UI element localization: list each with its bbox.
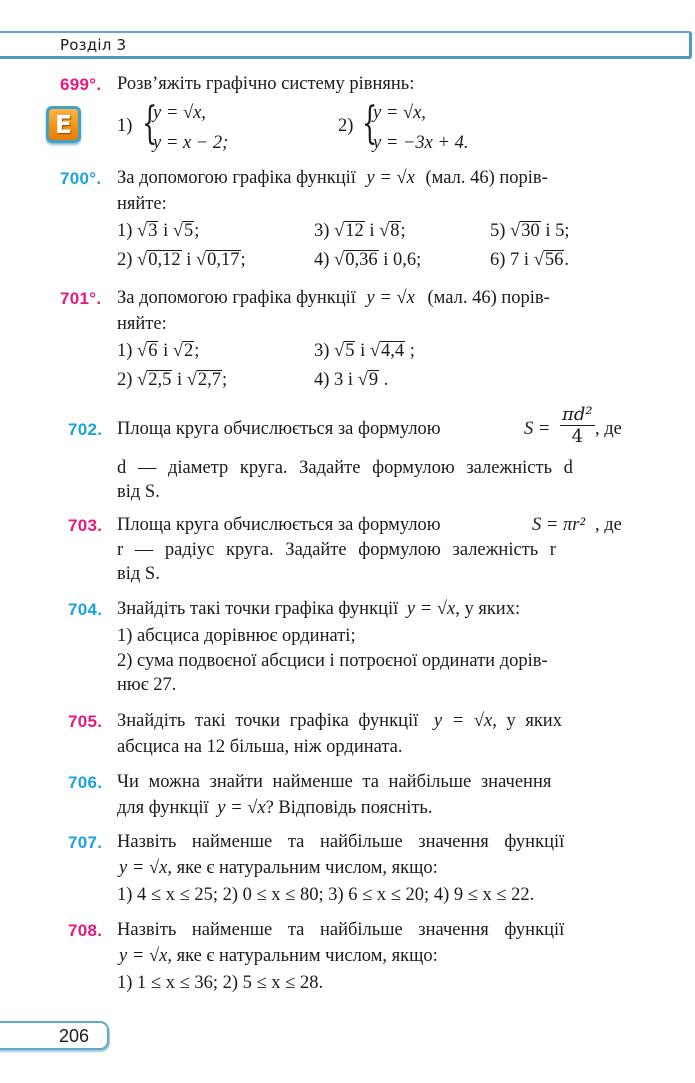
problem-number: 705. xyxy=(68,712,103,731)
formula-lhs: S = xyxy=(524,419,551,439)
condition-1: 1) абсциса дорівнює ординаті; xyxy=(117,626,356,646)
system-2-eq1: y = √x, xyxy=(373,103,426,123)
brace-icon: { xyxy=(362,98,378,149)
system-1-label: 1) xyxy=(117,116,133,136)
problem-text-line2: d — діаметр круга. Задайте формулою залежність d xyxy=(117,458,573,478)
item-6: 6) 7 і √56. xyxy=(490,250,569,270)
page-number-box xyxy=(0,1021,109,1050)
ranges: 1) 4 ≤ x ≤ 25; 2) 0 ≤ x ≤ 80; 3) 6 ≤ x ≤ 20; 4) 9 ≤ x ≤ 22. xyxy=(117,885,535,905)
problem-text: Площа круга обчислюється за формулою xyxy=(117,515,441,535)
problem-text-line2: абсциса на 12 більша, ніж ордината. xyxy=(117,737,403,757)
item-4: 4) √0,36 і 0,6; xyxy=(314,250,422,270)
problem-text-line2: для функції y = √x? Відповідь поясніть. xyxy=(117,798,433,818)
problem-text: Чи можна знайти найменше та найбільше значення xyxy=(117,772,552,792)
system-2-label: 2) xyxy=(338,116,354,136)
problem-number: 699°. xyxy=(60,75,102,94)
problem-number: 708. xyxy=(68,921,103,940)
problem-text: Знайдіть такі точки графіка функції y = √x, у яких: xyxy=(117,599,521,619)
condition-2: 2) сума подвоєної абсциси і потроєної ординати дорів- xyxy=(117,651,548,671)
formula: S = πr² xyxy=(532,515,585,535)
problem-number: 707. xyxy=(68,833,103,852)
item-2: 2) √0,12 і √0,17; xyxy=(117,250,246,270)
problem-text-cont: няйте: xyxy=(117,314,167,334)
formula-fraction: $\frac{\text{πd²}}{4}$ xyxy=(562,404,593,447)
problem-text: Назвіть найменше та найбільше значення функції xyxy=(117,920,565,940)
system-1-eq2: y = x − 2; xyxy=(153,133,229,153)
problem-text-line2: r — радіус круга. Задайте формулою залежність r xyxy=(117,540,556,560)
problem-text-end: , де xyxy=(595,419,622,439)
page-number: 206 xyxy=(58,1026,89,1046)
ranges: 1) 1 ≤ x ≤ 36; 2) 5 ≤ x ≤ 28. xyxy=(117,973,324,993)
problem-number: 702. xyxy=(68,420,103,439)
problem-text-end: , де xyxy=(595,515,622,535)
system-2-eq2: y = −3x + 4. xyxy=(373,133,469,153)
problem-text-line2: y = √x, яке є натуральним числом, якщо: xyxy=(119,946,438,966)
problem-text: Назвіть найменше та найбільше значення функції xyxy=(117,832,565,852)
problem-text-cont: няйте: xyxy=(117,194,167,214)
problem-text-line3: від S. xyxy=(117,564,160,584)
problem-number: 701°. xyxy=(60,289,102,308)
problem-text: Знайдіть такі точки графіка функції y = √x, у яких xyxy=(117,711,562,731)
item-3: 3) √5 і √4,4 ; xyxy=(314,341,415,361)
problem-number: 704. xyxy=(68,600,103,619)
problem-number: 700°. xyxy=(60,169,102,188)
problem-text: За допомогою графіка функції y = √x (мал. 46) порів- xyxy=(117,288,550,308)
condition-2-cont: нює 27. xyxy=(117,675,177,695)
problem-text: За допомогою графіка функції y = √x (мал. 46) порів- xyxy=(117,168,548,188)
electronic-resource-icon[interactable]: E xyxy=(46,106,81,143)
item-3: 3) √12 і √8; xyxy=(314,221,406,241)
problem-number: 706. xyxy=(68,773,103,792)
item-1: 1) √3 і √5; xyxy=(117,221,200,241)
problem-text-line2: y = √x, яке є натуральним числом, якщо: xyxy=(119,858,438,878)
problem-text: Площа круга обчислюється за формулою xyxy=(117,419,441,439)
problem-text-line3: від S. xyxy=(117,482,160,502)
item-4: 4) 3 і √9 . xyxy=(314,370,389,390)
problem-text: Розв’яжіть графічно систему рівнянь: xyxy=(117,74,415,94)
brace-icon: { xyxy=(142,98,158,149)
section-title: Розділ 3 xyxy=(60,36,127,54)
item-2: 2) √2,5 і √2,7; xyxy=(117,370,228,390)
system-1-eq1: y = √x, xyxy=(153,103,206,123)
item-5: 5) √30 і 5; xyxy=(490,221,570,241)
problem-number: 703. xyxy=(68,516,103,535)
section-header-bar xyxy=(0,31,692,59)
item-1: 1) √6 і √2; xyxy=(117,341,200,361)
